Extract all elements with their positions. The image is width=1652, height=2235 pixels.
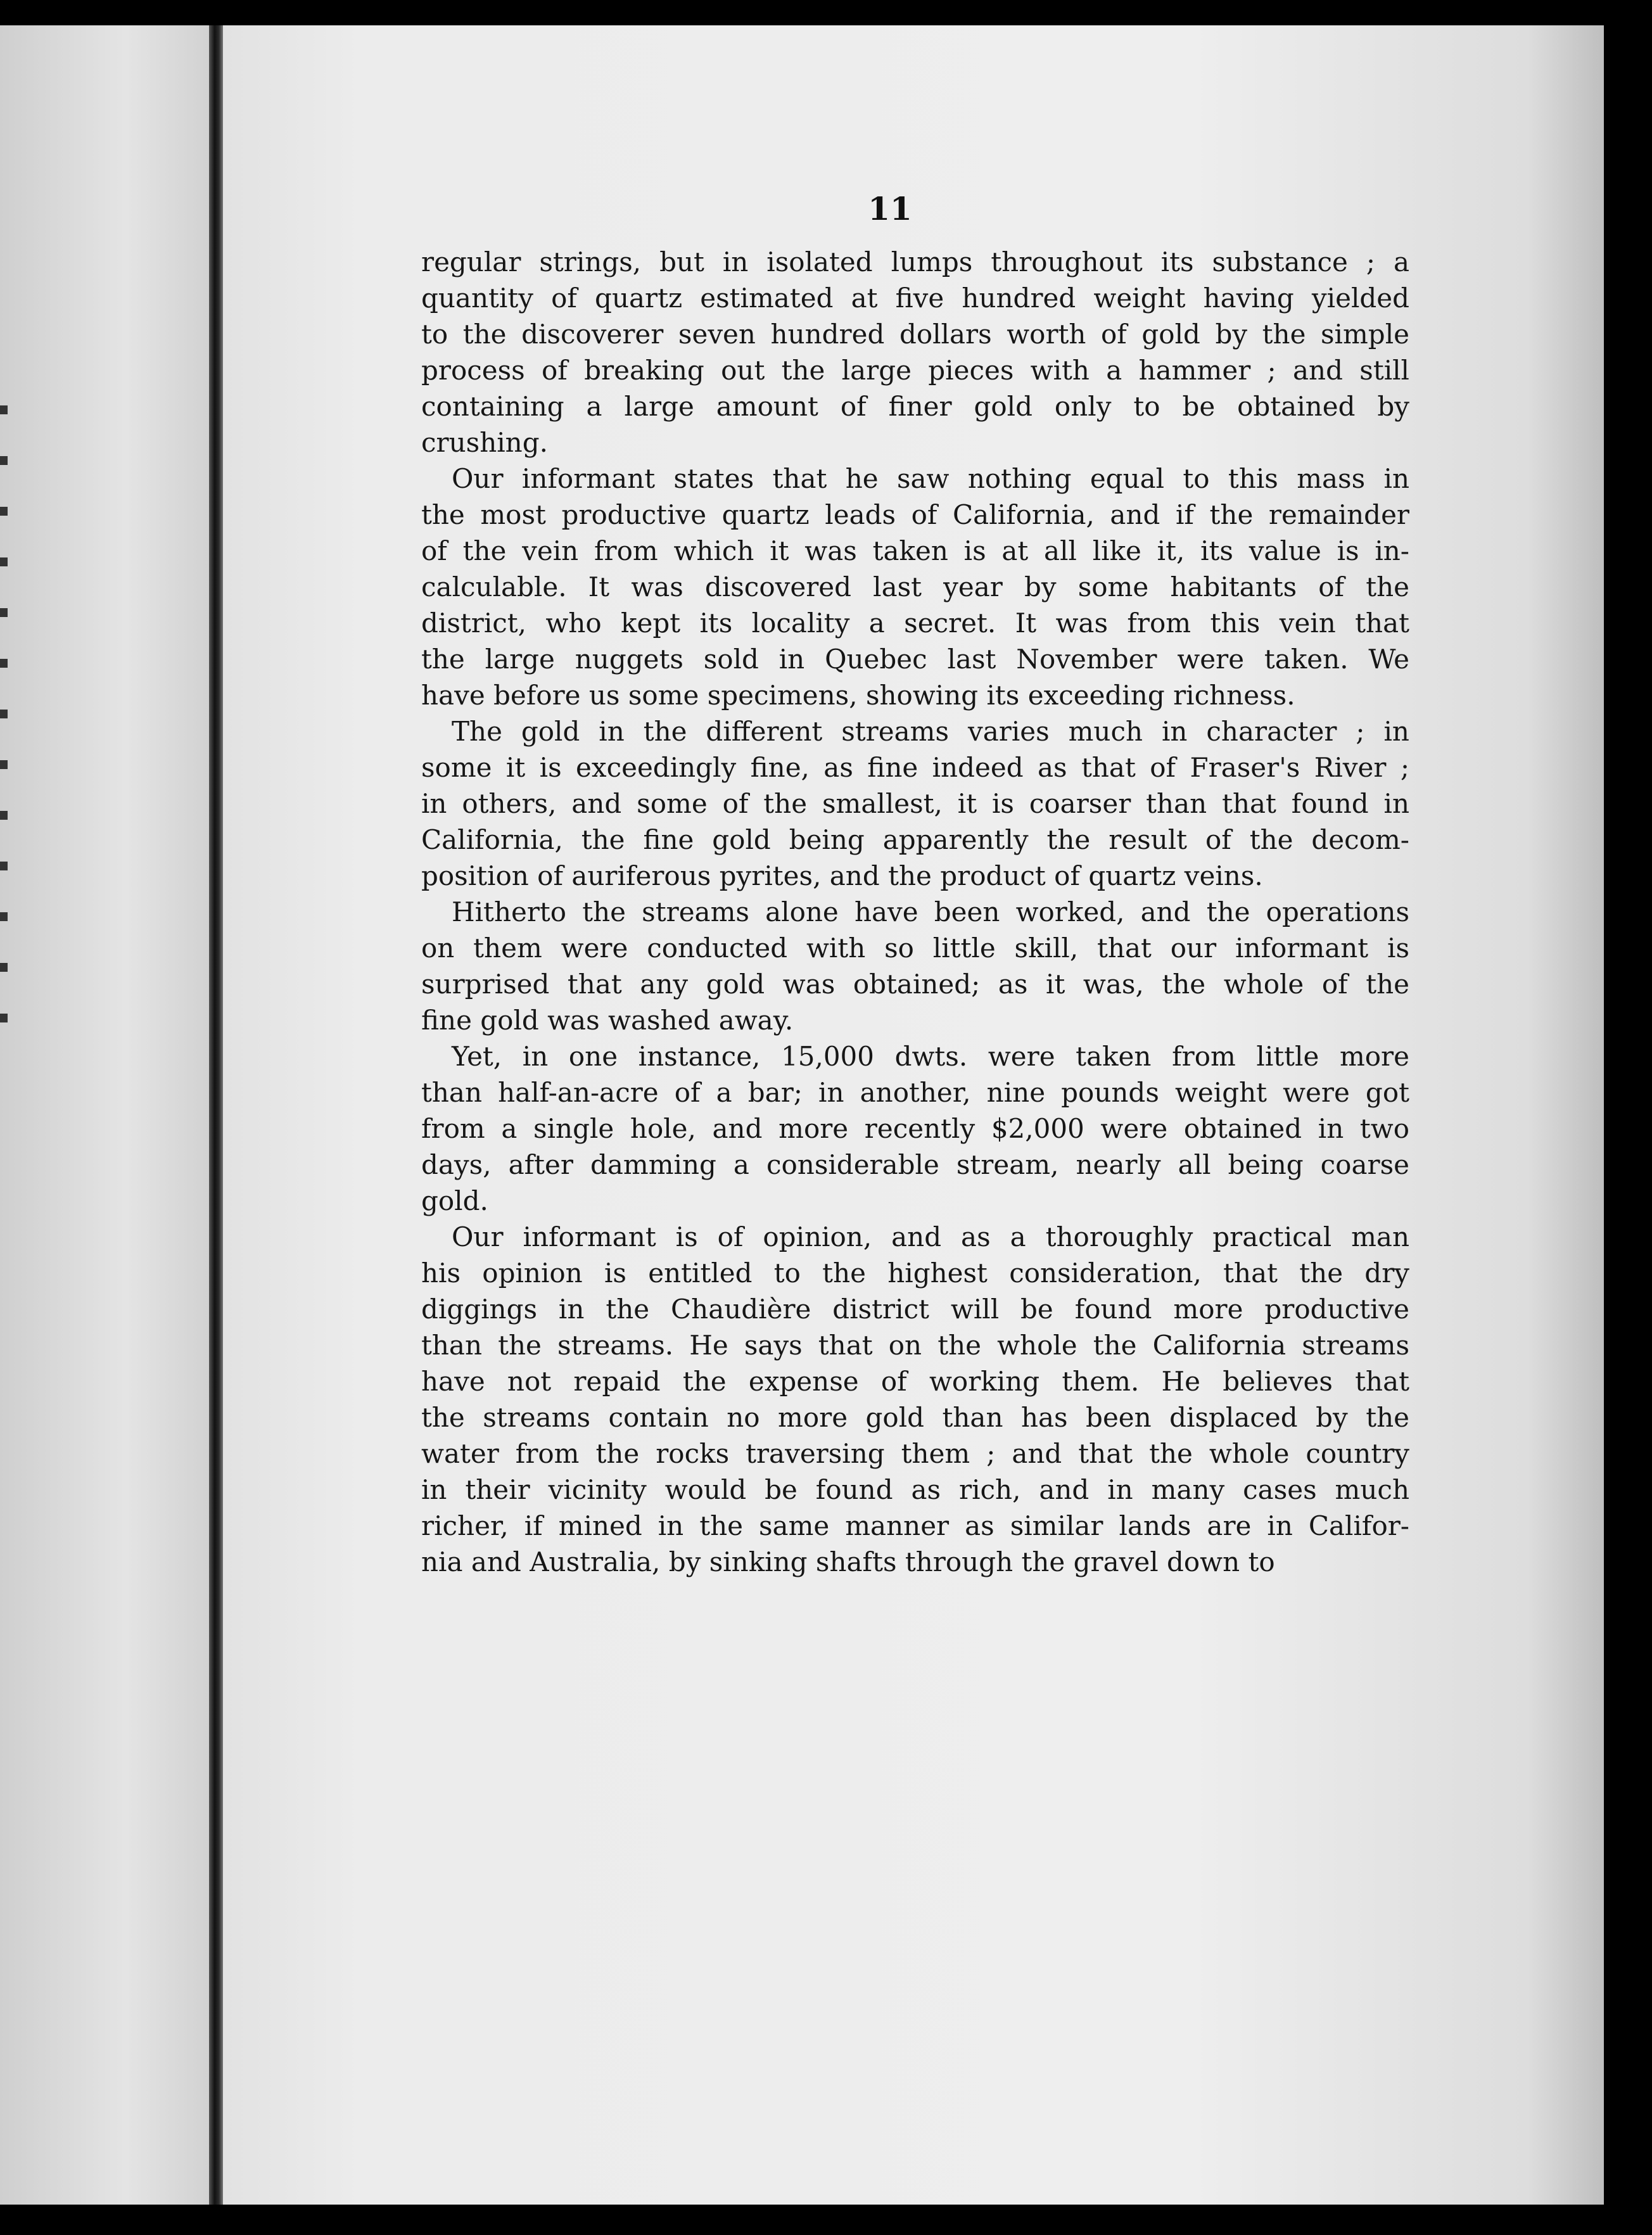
paragraph (421, 461, 1409, 713)
text-line: surprised that any gold was obtained; as it was, the whole of the (421, 969, 1409, 1000)
text-line: of the vein from which it was taken is at all like it, its value is in- (421, 535, 1409, 566)
text-line: fine gold was washed away. (421, 1005, 794, 1036)
body-text (421, 244, 1409, 1580)
text-line: in others, and some of the smallest, it is coarser than that found in (421, 788, 1409, 819)
text-line: process of breaking out the large pieces with a hammer ; and still (421, 355, 1409, 386)
text-line: diggings in the Chaudière district will be found more productive (421, 1294, 1409, 1325)
text-line: regular strings, but in isolated lumps throughout its substance ; a (421, 246, 1409, 277)
text-line: have before us some specimens, showing its exceeding richness. (421, 680, 1295, 711)
facing-page-text-fragments (0, 405, 8, 1039)
facing-page-edge (0, 25, 209, 2205)
text-line: than half-an-acre of a bar; in another, nine pounds weight were got (421, 1077, 1409, 1108)
text-line: some it is exceedingly fine, as fine indeed as that of Fraser's River ; (421, 752, 1409, 783)
paragraph (421, 713, 1409, 894)
paragraph (421, 894, 1409, 1038)
text-line: to the discoverer seven hundred dollars worth of gold by the simple (421, 319, 1409, 350)
text-line: The gold in the different streams varies much in character ; in (452, 716, 1409, 747)
text-line: in their vicinity would be found as rich, and in many cases much (421, 1474, 1409, 1505)
text-line: district, who kept its locality a secret. It was from this vein that (421, 608, 1409, 639)
paragraph (421, 1219, 1409, 1580)
page-number: 11 (868, 190, 912, 227)
text-line: the streams contain no more gold than has been displaced by the (421, 1402, 1409, 1433)
text-line: Our informant states that he saw nothing equal to this mass in (452, 463, 1409, 494)
text-line: his opinion is entitled to the highest consideration, that the dry (421, 1258, 1409, 1289)
text-line: from a single hole, and more recently $2,000 were obtained in two (421, 1113, 1409, 1144)
text-line: water from the rocks traversing them ; and that the whole country (421, 1438, 1409, 1469)
binding-gutter (209, 25, 223, 2205)
text-line: containing a large amount of finer gold only to be obtained by (421, 391, 1409, 422)
text-line: the most productive quartz leads of California, and if the remainder (421, 499, 1409, 530)
text-line: Hitherto the streams alone have been worked, and the operations (452, 896, 1409, 927)
text-line: crushing. (421, 427, 548, 458)
text-line: than the streams. He says that on the whole the California streams (421, 1330, 1409, 1361)
text-line: position of auriferous pyrites, and the product of quartz veins. (421, 860, 1263, 891)
page-edge-shadow (1528, 25, 1604, 2205)
text-line: California, the fine gold being apparently the result of the decom- (421, 824, 1409, 855)
text-line: richer, if mined in the same manner as similar lands are in Califor- (421, 1510, 1409, 1541)
text-line: gold. (421, 1185, 488, 1216)
text-line: the large nuggets sold in Quebec last November were taken. We (421, 644, 1409, 675)
text-line: Our informant is of opinion, and as a thoroughly practical man (452, 1221, 1409, 1252)
text-line: nia and Australia, by sinking shafts through the gravel down to (421, 1546, 1275, 1577)
paragraph (421, 244, 1409, 461)
text-line: quantity of quartz estimated at five hundred weight having yielded (421, 283, 1409, 314)
text-line: days, after damming a considerable stream, nearly all being coarse (421, 1149, 1409, 1180)
paragraph (421, 1038, 1409, 1219)
text-line: Yet, in one instance, 15,000 dwts. were taken from little more (452, 1041, 1409, 1072)
text-line: calculable. It was discovered last year by some habitants of the (421, 571, 1409, 602)
text-line: on them were conducted with so little skill, that our informant is (421, 933, 1409, 964)
text-line: have not repaid the expense of working them. He believes that (421, 1366, 1409, 1397)
